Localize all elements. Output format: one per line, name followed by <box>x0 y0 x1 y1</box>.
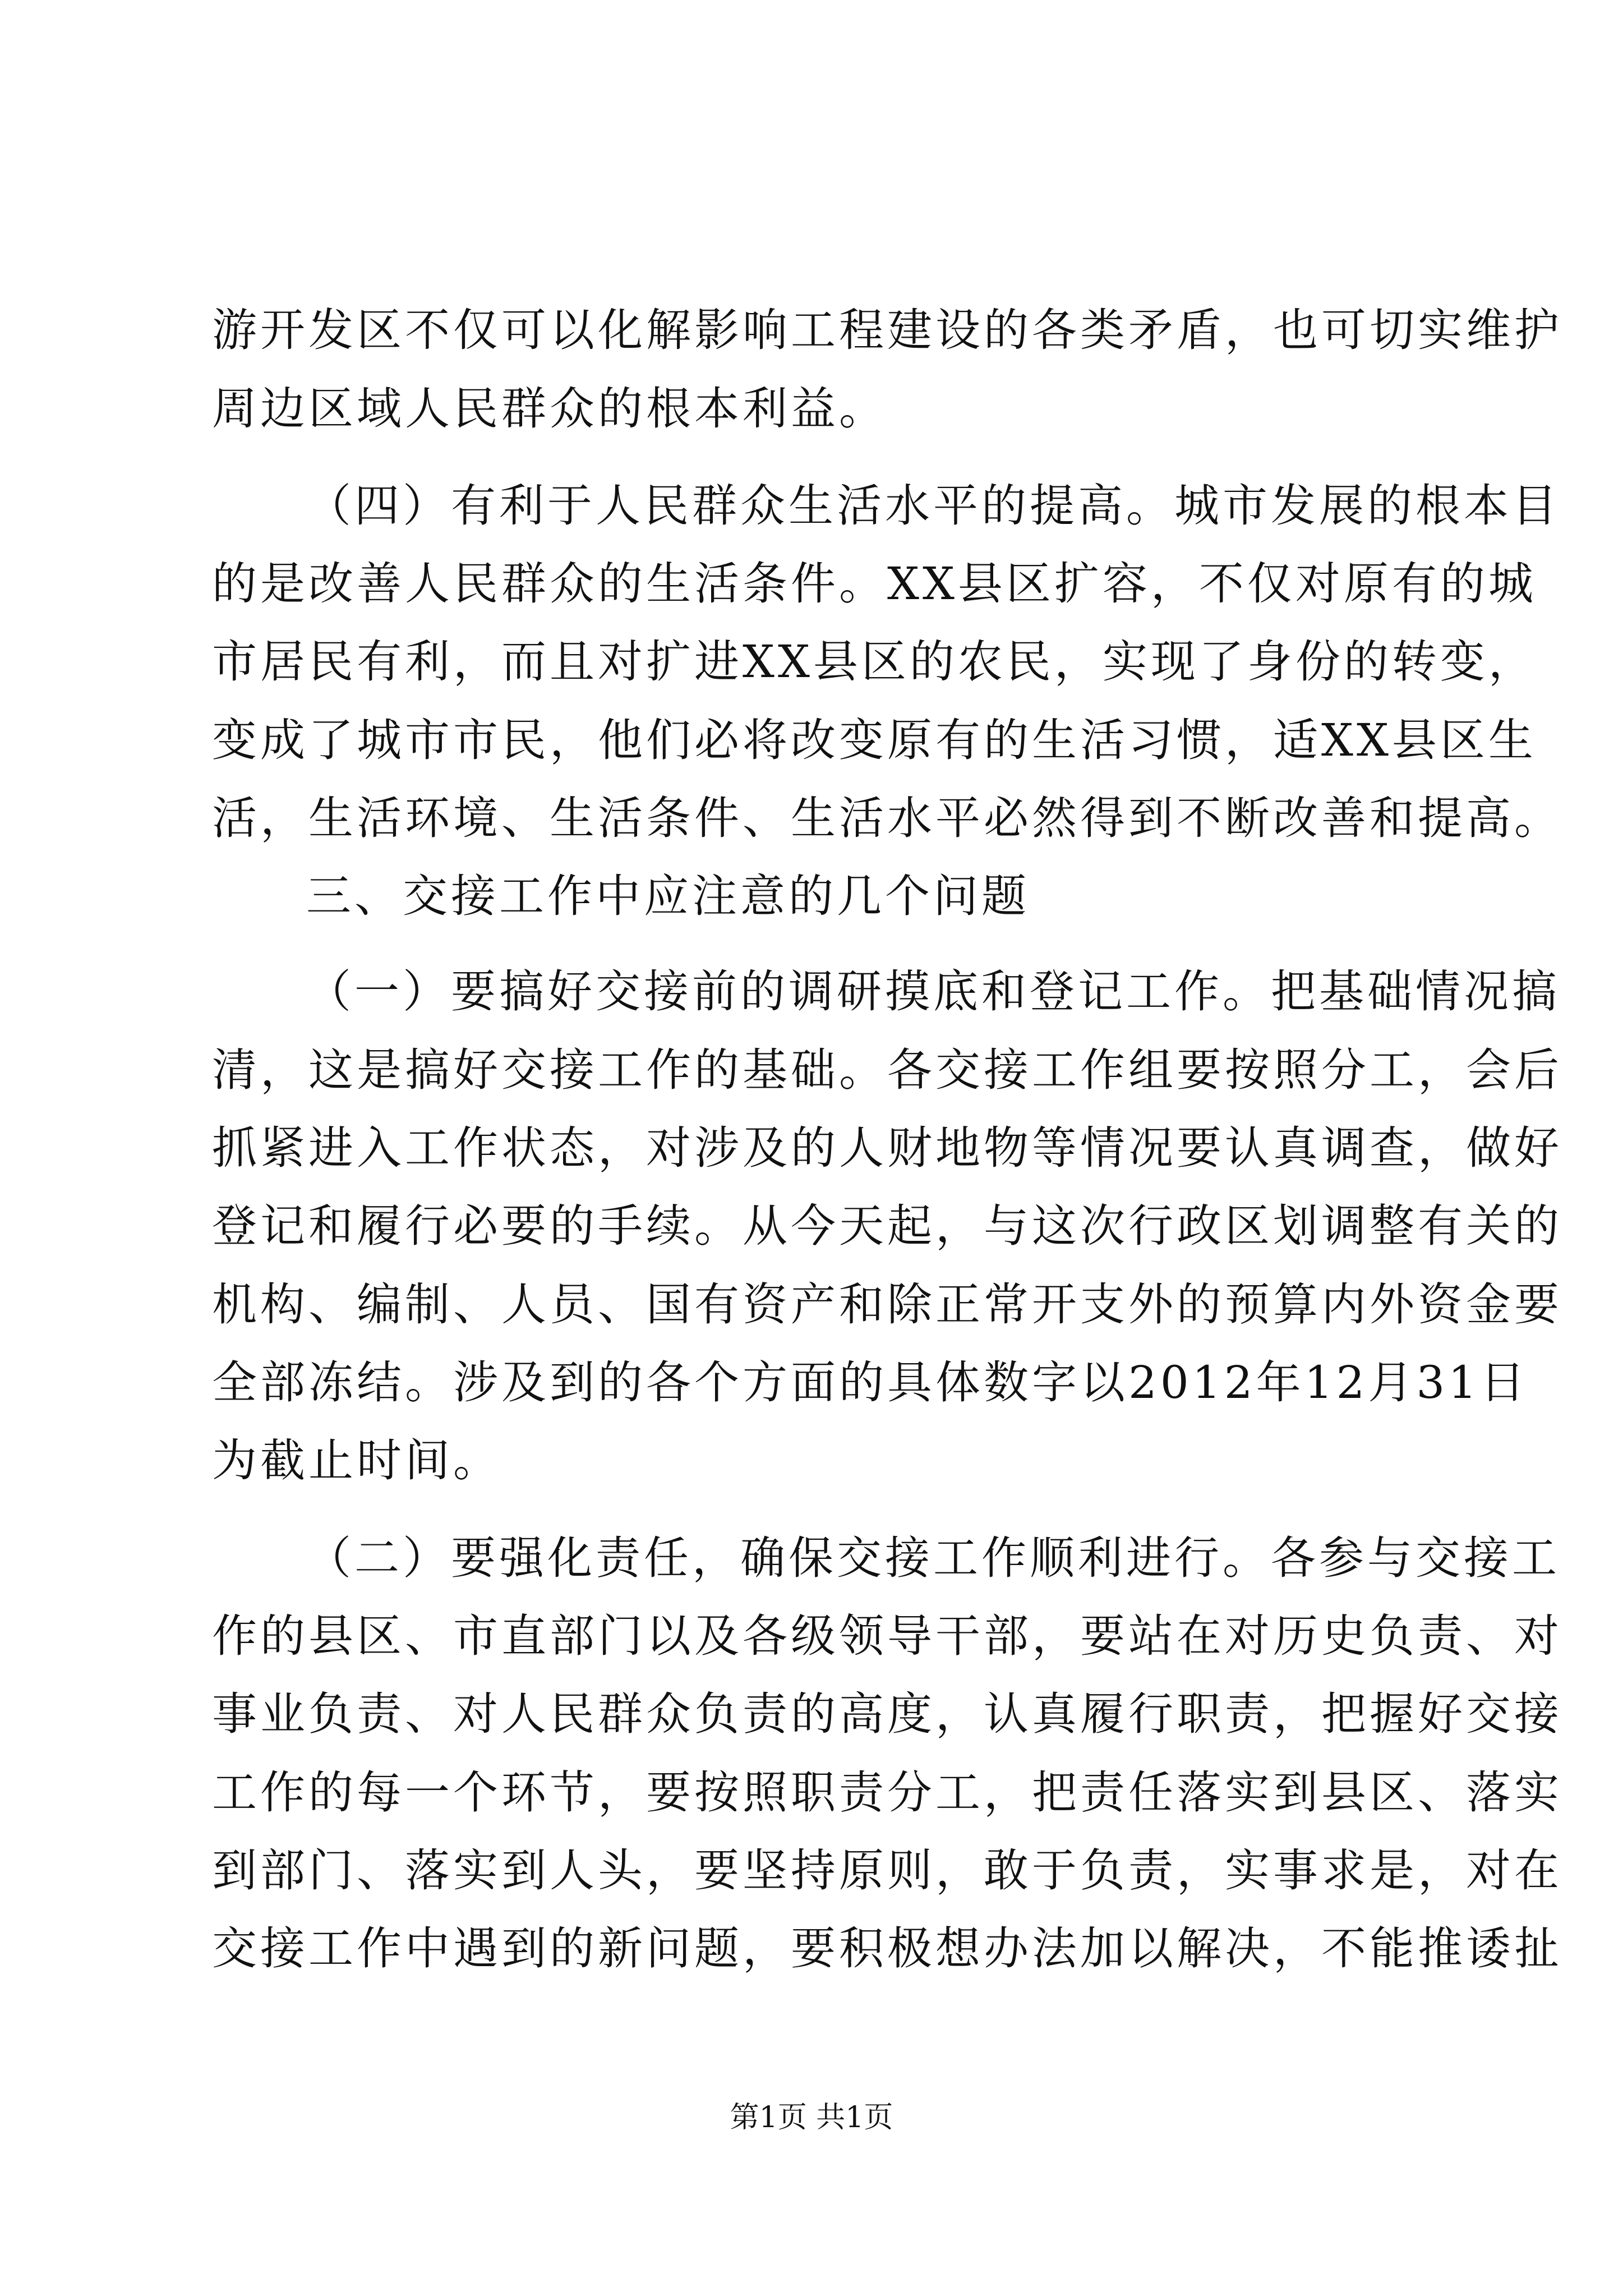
text-line: 市居民有利，而且对扩进XX县区的农民，实现了身份的转变， <box>212 636 1537 688</box>
section-three-heading: 三、交接工作中应注意的几个问题 <box>306 870 1030 922</box>
text-line: 活，生活环境、生活条件、生活水平必然得到不断改善和提高。 <box>212 792 1562 844</box>
text-line: 事业负责、对人民群众负责的高度，认真履行职责，把握好交接 <box>212 1688 1562 1740</box>
text-line: 清，这是搞好交接工作的基础。各交接工作组要按照分工，会后 <box>212 1044 1562 1096</box>
paragraph-two-heading-line: （二）要强化责任，确保交接工作顺利进行。各参与交接工 <box>306 1532 1560 1584</box>
text-line: 交接工作中遇到的新问题，要积极想办法加以解决，不能推诿扯 <box>212 1922 1562 1975</box>
page-number-footer: 第1页 共1页 <box>730 2101 893 2134</box>
text-line: 的是改善人民群众的生活条件。XX县区扩容，不仅对原有的城 <box>212 558 1537 610</box>
text-line: 作的县区、市直部门以及各级领导干部，要站在对历史负责、对 <box>212 1610 1562 1662</box>
text-line: 变成了城市市民，他们必将改变原有的生活习惯，适XX县区生 <box>212 714 1537 766</box>
text-line: 登记和履行必要的手续。从今天起，与这次行政区划调整有关的 <box>212 1200 1562 1252</box>
text-line: 工作的每一个环节，要按照职责分工，把责任落实到县区、落实 <box>212 1766 1562 1819</box>
text-line: 周边区域人民群众的根本利益。 <box>212 383 887 435</box>
text-line: 抓紧进入工作状态，对涉及的人财地物等情况要认真调查，做好 <box>212 1122 1562 1174</box>
text-line: 全部冻结。涉及到的各个方面的具体数字以2012年12月31日 <box>212 1356 1529 1409</box>
text-line: 机构、编制、人员、国有资产和除正常开支外的预算内外资金要 <box>212 1278 1562 1331</box>
paragraph-one-heading-line: （一）要搞好交接前的调研摸底和登记工作。把基础情况搞 <box>306 965 1560 1018</box>
text-line: 到部门、落实到人头，要坚持原则，敢于负责，实事求是，对在 <box>212 1844 1562 1897</box>
text-line: 游开发区不仅可以化解影响工程建设的各类矛盾，也可切实维护 <box>212 304 1562 356</box>
paragraph-four-heading-line: （四）有利于人民群众生活水平的提高。城市发展的根本目 <box>306 480 1560 532</box>
text-line: 为截止时间。 <box>212 1434 501 1487</box>
